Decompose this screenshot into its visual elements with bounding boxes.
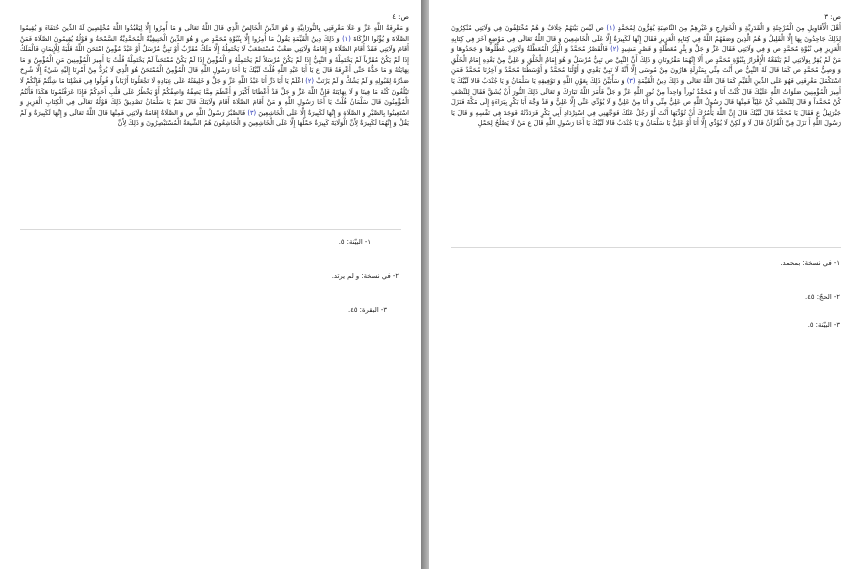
footnote-ref[interactable]: (٢) [610, 45, 619, 54]
text-segment: وَ ذَلِكَ دِينُ الْقَيِّمَةِ يَقُولُ مَا أُمِرُوا إِلَّا بِنُبُوَّةِ مُحَمَّدٍ ص وَ هُوَ الدِّينُ الْحَنِيفِيَّةُ الْمُحَمَّدِيَّةُ السَّمْحَةُ وَ قَوْلُهُ يُقِيمُونَ الصَّلَاةَ فَمَنْ أَقَامَ وَلَايَتِي فَقَدْ أَقَامَ الصَّلَاةَ وَ إِقَامَةُ وَلَايَتِي صَعْبٌ مُسْتَصْعَبٌ لَا يَحْتَمِلُهُ إِلَّا مَلَكٌ مُقَرَّبٌ أَوْ نَبِيٌّ مُرْسَلٌ أَوْ عَبْدٌ مُؤْمِنٌ امْتَحَنَ اللَّهُ قَلْبَهُ لِلْإِيمَانِ فَالْمَلَكُ إِذَا لَمْ يَكُنْ مُقَرَّباً لَمْ يَحْتَمِلْهُ وَ النَّبِيُّ إِذَا لَمْ يَكُنْ مُرْسَلاً لَمْ يَحْتَمِلْهُ وَ الْمُؤْمِنُ إِذَا لَمْ يَكُنْ مُمْتَحَناً لَمْ يَحْتَمِلْهُ قُلْتُ يَا أَمِيرَ الْمُؤْمِنِينَ مَنِ الْمُؤْمِنُ وَ مَا نِهَايَتُهُ وَ مَا حَدُّهُ حَتَّى أَعْرِفَهُ قَالَ ع يَا أَبَا عَبْدِ اللَّهِ قُلْتُ لَبَّيْكَ يَا أَخَا رَسُولِ اللَّهِ قَالَ الْمُؤْمِنُ الْمُمْتَحَنُ هُوَ الَّذِي لَا يُرَدُّ مِنْ أَمْرِنَا إِلَيْهِ شَيْءٌ إِلَّا شُرِحَ صَدْرُهُ لِقَبُولِهِ وَ لَمْ يَشُكَّ وَ لَمْ يَرْتَبْ [20, 34, 409, 85]
text-segment: وَ سَأُبَيِّنُ ذَلِكَ بِعَوْنِ اللَّهِ وَ تَوْفِيقِهِ يَا سَلْمَانُ وَ يَا جُنْدَبُ قَالا لَبَّيْكَ يَا أَمِيرَ الْمُؤْمِنِينَ صَلَوَاتُ اللَّهِ عَلَيْكَ قَالَ كُنْتُ أَنَا وَ مُحَمَّدٌ نُوراً وَاحِداً مِنْ نُورِ اللَّهِ عَزَّ وَ جَلَّ فَأَمَرَ اللَّهُ تَبَارَكَ وَ تَعَالَى ذَلِكَ النُّورَ أَنْ يُشَقَّ فَقَالَ لِلنِّصْفِ كُنْ مُحَمَّداً وَ قَالَ لِلنِّصْفِ كُنْ عَلِيّاً فَمِنْهَا قَالَ رَسُولُ اللَّهِ ص عَلِيٌّ مِنِّي وَ أَنَا مِنْ عَلِيٍّ وَ لَا يُؤَدِّي عَنِّي إِلَّا عَلِيٌّ وَ قَدْ وَجَّهَ أَبَا بَكْرٍ بِبَرَاءَةٍ إِلَى مَكَّةَ فَنَزَلَ جَبْرَئِيلُ ع فَقَالَ يَا مُحَمَّدُ قَالَ لَبَّيْكَ قَالَ إِنَّ اللَّهَ يَأْمُرُكَ أَنْ تُؤَدِّيَهَا أَنْتَ أَوْ رَجُلٌ عَنْكَ فَوَجَّهَنِي فِي اسْتِرْدَادِ أَبِي بَكْرٍ فَرَدَدْتُهُ فَوَجَدَ فِي نَفْسِهِ وَ قَالَ يَا رَسُولَ اللَّهِ أَ نَزَلَ فِيَّ الْقُرْآنُ قَالَ لَا وَ لَكِنْ لَا يُؤَدِّي إِلَّا أَنَا أَوْ عَلِيٌّ يَا سَلْمَانُ وَ يَا جُنْدَبُ قَالا لَبَّيْكَ يَا أَخَا رَسُولِ اللَّهِ قَالَ ع مَنْ لَا يَصْلُحُ لِحَمْلِ [451, 76, 841, 128]
footnote: ٢- الحجّ: ٤٥. [805, 293, 840, 301]
footnote-ref[interactable]: (٢) [305, 76, 314, 85]
text-segment: فَالصَّبْرُ رَسُولُ اللَّهِ ص وَ الصَّلَاةُ إِقَامَةُ وَلَايَتِي فَمِنْهَا قَالَ اللَّهُ تَعَالَى وَ إِنَّهَا لَكَبِيرَةٌ وَ لَمْ يَقُلْ وَ إِنَّهُمَا لَكَبِيرَةٌ لِأَنَّ الْوَلَايَةَ كَبِيرَةٌ حَمْلُهَا إِلَّا عَلَى الْخَاشِعِينَ وَ الْخَاشِعُونَ هُمُ الشِّيعَةُ الْمُسْتَبْصِرُونَ وَ ذَلِكَ لِأَنَّ [20, 108, 409, 128]
footnote-ref[interactable]: (٣) [247, 108, 257, 117]
page-left [0, 0, 421, 569]
footnote-separator [451, 247, 841, 248]
footnote: ١- البيّنة: ٥. [338, 238, 371, 246]
text-segment: ص لَيْسَ بَيْنَهُمْ خِلَافٌ وَ هُمْ مُخْتَلِفُونَ فِي وَلَايَتِي مُنْكِرُونَ لِذَلِكَ جَاحِدُونَ بِهَا إِلَّا الْقَلِيلُ وَ هُمُ الَّذِينَ وَصَفَهُمُ اللَّهُ فِي كِتَابِهِ الْعَزِيزِ فَقَالَ إِنَّهَا لَكَبِيرَةٌ إِلَّا عَلَى الْخَاشِعِينَ وَ قَالَ اللَّهُ تَعَالَى فِي مَوْضِعٍ آخَرَ فِي كِتَابِهِ الْعَزِيزِ فِي نُبُوَّةِ مُحَمَّدٍ ص وَ فِي وَلَايَتِي فَقَالَ عَزَّ وَ جَلَّ وَ بِئْرٍ مُعَطَّلَةٍ وَ قَصْرٍ مَشِيدٍ [451, 24, 841, 54]
page-gutter [421, 0, 429, 569]
footnote: ٢- في نسخة: و لم يرتد. [331, 272, 399, 280]
footnote: ٣- البقرة: ٤٥. [348, 306, 387, 314]
text-segment: أَهْلَ الْأَقَاوِيلِ مِنَ الْمُرْجِئَةِ وَ الْقَدَرِيَّةِ وَ الْخَوَارِجِ وَ غَيْرِهِمْ مِنَ النَّاصِبَةِ يُقِرُّونَ لِمُحَمَّدٍ [615, 24, 841, 32]
text-segment: وَ مَعْرِفَةُ اللَّهِ عَزَّ وَ عَلَا مَعْرِفَتِي بِالنُّورَانِيَّةِ وَ هُوَ الدِّينُ الْخَالِصُ الَّذِي قَالَ اللَّهُ تَعَالَى وَ مَا أُمِرُوا إِلَّا لِيَعْبُدُوا اللَّهَ مُخْلِصِينَ لَهُ الدِّينَ حُنَفَاءَ وَ يُقِيمُوا الصَّلَاةَ وَ يُؤْتُوا الزَّكَاةَ [20, 24, 409, 43]
footnote: ١- في نسخة: بمحمد. [780, 259, 840, 267]
footnote-ref[interactable]: (١) [342, 34, 351, 43]
text-segment: اعْلَمْ يَا أَبَا ذَرٍّ أَنَا عَبْدُ اللَّهِ عَزَّ وَ جَلَّ وَ خَلِيفَتُهُ عَلَى عِبَادِهِ لَا تَجْعَلُونَا أَرْبَاباً وَ قُولُوا فِي فَضْلِنَا مَا شِئْتُمْ فَإِنَّكُمْ لَا تَبْلُغُونَ كُنْهَ مَا فِينَا وَ لَا نِهَايَتَهُ فَإِنَّ اللَّهَ عَزَّ وَ جَلَّ قَدْ أَعْطَانَا أَكْبَرَ وَ أَعْظَمَ مِمَّا يَصِفُهُ وَاصِفُكُمْ أَوْ يَخْطُرُ عَلَى قَلْبِ أَحَدِكُمْ فَإِذَا عَرَفْتُمُونَا هَكَذَا فَأَنْتُمُ الْمُؤْمِنُونَ قَالَ سَلْمَانُ قُلْتُ يَا أَخَا رَسُولِ اللَّهِ وَ مَنْ أَقَامَ الصَّلَاةَ أَقَامَ وَلَايَتَكَ قَالَ نَعَمْ يَا سَلْمَانُ تَصْدِيقُ ذَلِكَ قَوْلُهُ تَعَالَى فِي الْكِتَابِ الْعَزِيزِ وَ اسْتَعِينُوا بِالصَّبْرِ وَ الصَّلَاةِ وَ إِنَّهَا لَكَبِيرَةٌ إِلَّا عَلَى الْخَاشِعِينَ [20, 76, 409, 117]
text-segment: فَالْقَصْرُ مُحَمَّدٌ وَ الْبِئْرُ الْمُعَطَّلَةُ وَلَايَتِي عَطَّلُوهَا وَ جَحَدُوهَا وَ مَنْ لَمْ يُقِرَّ بِوَلَايَتِي لَمْ يَنْفَعْهُ الْإِقْرَارُ بِنُبُوَّةِ مُحَمَّدٍ ص أَلَا إِنَّهُمَا مَقْرُونَانِ وَ ذَلِكَ أَنَّ النَّبِيَّ ص نَبِيٌّ مُرْسَلٌ وَ هُوَ إِمَامُ الْخَلْقِ وَ عَلِيٌّ مِنْ بَعْدِهِ إِمَامُ الْخَلْقِ وَ وَصِيُّ مُحَمَّدٍ ص كَمَا قَالَ لَهُ النَّبِيُّ ص أَنْتَ مِنِّي بِمَنْزِلَةِ هَارُونَ مِنْ مُوسَى إِلَّا أَنَّهُ لَا نَبِيَّ بَعْدِي وَ أَوَّلُنَا مُحَمَّدٌ وَ أَوْسَطُنَا مُحَمَّدٌ وَ آخِرُنَا مُحَمَّدٌ فَمَنِ اسْتَكْمَلَ مَعْرِفَتِي فَهُوَ عَلَى الدِّينِ الْقَيِّمِ كَمَا قَالَ اللَّهُ تَعَالَى وَ ذَلِكَ دِينُ الْقَيِّمَةِ [451, 45, 841, 85]
page-number: ص: ٤ [392, 13, 409, 21]
footnote-ref[interactable]: (١) [606, 24, 616, 32]
page-right [429, 0, 851, 569]
footnote-ref[interactable]: (٣) [626, 76, 636, 85]
page-number: ص: ٣ [824, 13, 841, 21]
footnote-separator [20, 229, 401, 230]
page-body-text [20, 23, 409, 129]
footnote: ٣- البيّنة: ٥. [807, 321, 840, 329]
page-body-text [451, 23, 841, 129]
